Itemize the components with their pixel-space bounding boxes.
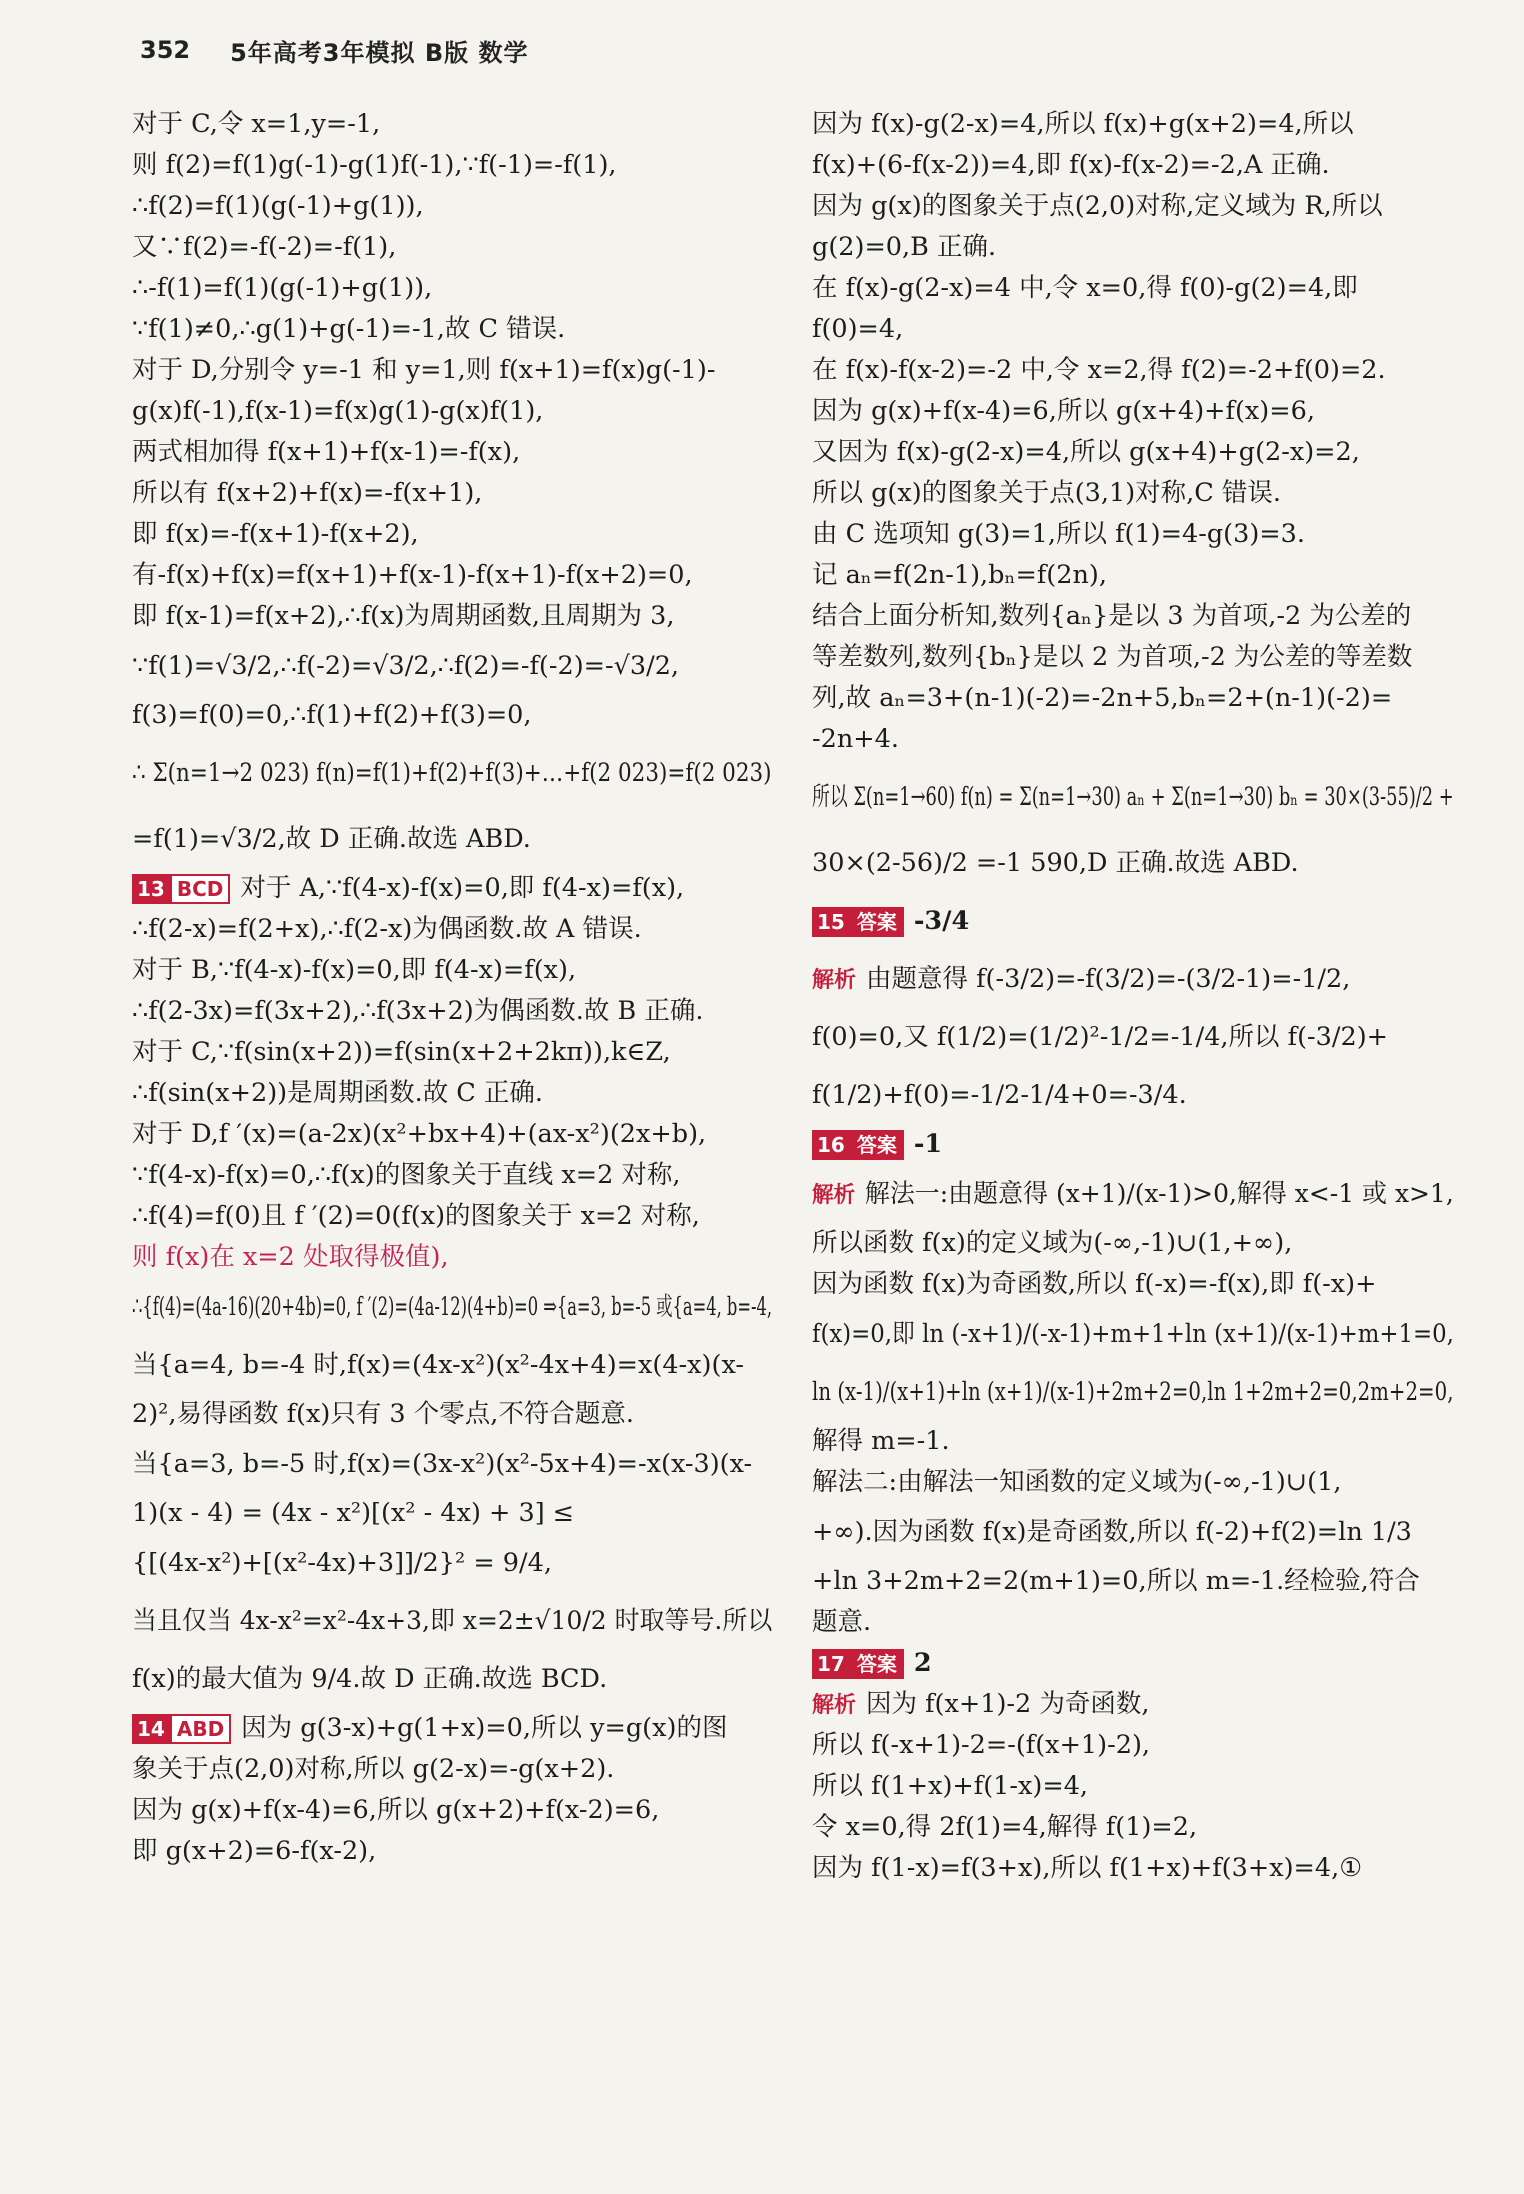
text-line bbox=[132, 350, 772, 391]
line-text: 在 f(x)-f(x-2)=-2 中,令 x=2,得 f(2)=-2+f(0)=2. bbox=[812, 355, 1386, 385]
line-text: 两式相加得 f(x+1)+f(x-1)=-f(x), bbox=[132, 437, 521, 467]
text-line bbox=[812, 186, 1454, 227]
line-text: 由 C 选项知 g(3)=1,所以 f(1)=4-g(3)=3. bbox=[812, 519, 1305, 549]
text-line bbox=[132, 1196, 772, 1237]
line-text: 题意. bbox=[812, 1607, 872, 1637]
line-text: 因为 f(x)-g(2-x)=4,所以 f(x)+g(x+2)=4,所以 bbox=[812, 109, 1354, 139]
line-text: 列,故 aₙ=3+(n-1)(-2)=-2n+5,bₙ=2+(n-1)(-2)= bbox=[812, 683, 1393, 713]
text-line bbox=[132, 391, 772, 432]
text-line bbox=[812, 1066, 1454, 1124]
line-text: 则 f(x)在 x=2 处取得极值), bbox=[132, 1242, 449, 1272]
text-line bbox=[812, 596, 1454, 637]
text-line bbox=[812, 227, 1454, 268]
text-line bbox=[812, 391, 1454, 432]
text-line bbox=[132, 1534, 772, 1592]
text-line bbox=[132, 555, 772, 596]
problem-number-badge bbox=[812, 1649, 904, 1679]
text-line bbox=[132, 104, 772, 145]
text-line bbox=[812, 309, 1454, 350]
text-line bbox=[812, 678, 1454, 719]
line-text: 因为 g(x)+f(x-4)=6,所以 g(x+4)+f(x)=6, bbox=[812, 396, 1315, 426]
line-text: 在 f(x)-g(2-x)=4 中,令 x=0,得 f(0)-g(2)=4,即 bbox=[812, 273, 1358, 303]
text-line bbox=[812, 1363, 1454, 1421]
text-line bbox=[132, 1831, 772, 1872]
line-text: 对于 D,分别令 y=-1 和 y=1,则 f(x+1)=f(x)g(-1)- bbox=[132, 355, 716, 385]
right-column bbox=[812, 104, 1454, 1889]
line-text: ∵f(1)≠0,∴g(1)+g(-1)=-1,故 C 错误. bbox=[132, 314, 566, 344]
text-line bbox=[812, 1503, 1454, 1561]
text-line bbox=[132, 1237, 772, 1278]
text-line bbox=[812, 1561, 1454, 1602]
line-text: 30×(2-56)/2 =-1 590,D 正确.故选 ABD. bbox=[812, 848, 1299, 878]
line-text: -2n+4. bbox=[812, 724, 899, 754]
text-line bbox=[132, 268, 772, 309]
analysis-label: 解析 bbox=[812, 968, 857, 993]
text-line bbox=[812, 268, 1454, 309]
problem-number-badge bbox=[812, 1130, 904, 1160]
line-text: 即 f(x)=-f(x+1)-f(x+2), bbox=[132, 519, 419, 549]
line-text: 所以有 f(x+2)+f(x)=-f(x+1), bbox=[132, 478, 483, 508]
line-text: 2 bbox=[913, 1648, 932, 1678]
text-line bbox=[812, 1223, 1454, 1264]
text-line bbox=[132, 1749, 772, 1790]
line-text: +∞).因为函数 f(x)是奇函数,所以 f(-2)+f(2)=ln 1/3 bbox=[812, 1517, 1412, 1547]
answer-label: 答案 bbox=[850, 1649, 904, 1679]
text-line bbox=[812, 350, 1454, 391]
line-text: ∴f(sin(x+2))是周期函数.故 C 正确. bbox=[132, 1078, 544, 1108]
text-line bbox=[812, 1848, 1454, 1889]
line-text: 对于 C,令 x=1,y=-1, bbox=[132, 109, 381, 139]
line-text: 所以 f(-x+1)-2=-(f(x+1)-2), bbox=[812, 1730, 1150, 1760]
text-line bbox=[812, 1165, 1454, 1223]
text-line bbox=[132, 432, 772, 473]
analysis-label: 解析 bbox=[812, 1693, 857, 1718]
line-text: 对于 C,∵f(sin(x+2))=f(sin(x+2+2kπ)),k∈Z, bbox=[132, 1037, 671, 1067]
text-line bbox=[812, 1008, 1454, 1066]
text-line bbox=[132, 1336, 772, 1394]
text-line bbox=[812, 950, 1454, 1008]
line-text: 象关于点(2,0)对称,所以 g(2-x)=-g(x+2). bbox=[132, 1754, 615, 1784]
line-text: 当{a=3, b=-5 时,f(x)=(3x-x²)(x²-5x+4)=-x(x-3)(x- bbox=[132, 1449, 753, 1479]
solution-heading bbox=[812, 1124, 1454, 1165]
text-line bbox=[812, 1264, 1454, 1305]
text-line bbox=[132, 1493, 772, 1534]
line-text: 令 x=0,得 2f(1)=4,解得 f(1)=2, bbox=[812, 1812, 1198, 1842]
text-line bbox=[132, 514, 772, 555]
text-line bbox=[132, 145, 772, 186]
line-text: f(3)=f(0)=0,∴f(1)+f(2)+f(3)=0, bbox=[132, 700, 532, 730]
page-header bbox=[140, 30, 529, 70]
line-text: 则 f(2)=f(1)g(-1)-g(1)f(-1),∵f(-1)=-f(1), bbox=[132, 150, 617, 180]
text-line bbox=[132, 473, 772, 514]
text-line bbox=[132, 637, 772, 695]
line-text: 因为 g(3-x)+g(1+x)=0,所以 y=g(x)的图 bbox=[241, 1713, 728, 1743]
solution-heading bbox=[132, 868, 772, 909]
text-line bbox=[132, 909, 772, 950]
line-text: 又因为 f(x)-g(2-x)=4,所以 g(x+4)+g(2-x)=2, bbox=[812, 437, 1360, 467]
text-line bbox=[132, 227, 772, 268]
answer-label: 答案 bbox=[850, 907, 904, 937]
text-line bbox=[812, 1807, 1454, 1848]
text-line bbox=[132, 1790, 772, 1831]
text-line bbox=[812, 719, 1454, 760]
line-text: f(x)=0,即 ln (-x+1)/(-x-1)+m+1+ln (x+1)/(x-1)+m+1=0, bbox=[812, 1319, 1454, 1349]
line-text: ∵f(1)=√3/2,∴f(-2)=√3/2,∴f(2)=-f(-2)=-√3/2, bbox=[132, 651, 680, 681]
line-text: f(x)的最大值为 9/4.故 D 正确.故选 BCD. bbox=[132, 1664, 608, 1694]
line-text: 因为 f(1-x)=f(3+x),所以 f(1+x)+f(3+x)=4,① bbox=[812, 1853, 1363, 1883]
problem-number: 14 bbox=[132, 1714, 170, 1744]
line-text: 对于 B,∵f(4-x)-f(x)=0,即 f(4-x)=f(x), bbox=[132, 955, 577, 985]
text-line bbox=[812, 834, 1454, 892]
line-text: ∴ Σ(n=1→2 023) f(n)=f(1)+f(2)+f(3)+…+f(2 023)=f(2 023) bbox=[132, 758, 772, 788]
text-line bbox=[132, 1032, 772, 1073]
line-text: ln (x-1)/(x+1)+ln (x+1)/(x-1)+2m+2=0,ln 1+2m+2=0,2m+2=0, bbox=[812, 1377, 1454, 1407]
text-line bbox=[812, 473, 1454, 514]
line-text: 1)(x - 4) = (4x - x²)[(x² - 4x) + 3] ≤ bbox=[132, 1498, 575, 1528]
text-line bbox=[812, 1421, 1454, 1462]
answer-choices: ABD bbox=[170, 1714, 231, 1744]
left-column bbox=[132, 104, 772, 1872]
text-line bbox=[812, 1602, 1454, 1643]
text-line bbox=[812, 514, 1454, 555]
line-text: f(0)=0,又 f(1/2)=(1/2)²-1/2=-1/4,所以 f(-3/2)+ bbox=[812, 1022, 1389, 1052]
text-line bbox=[132, 950, 772, 991]
text-line bbox=[132, 1650, 772, 1708]
line-text: 所以 f(1+x)+f(1-x)=4, bbox=[812, 1771, 1089, 1801]
line-text: 因为 g(x)的图象关于点(2,0)对称,定义域为 R,所以 bbox=[812, 191, 1383, 221]
line-text: 由题意得 f(-3/2)=-f(3/2)=-(3/2-1)=-1/2, bbox=[866, 964, 1351, 994]
text-line bbox=[132, 1592, 773, 1650]
text-line bbox=[132, 1435, 772, 1493]
text-line bbox=[132, 736, 772, 810]
problem-number: 15 bbox=[812, 907, 850, 937]
text-line bbox=[132, 186, 772, 227]
line-text: 有-f(x)+f(x)=f(x+1)+f(x-1)-f(x+1)-f(x+2)=0, bbox=[132, 560, 693, 590]
solution-heading bbox=[812, 1643, 1454, 1684]
line-text: 对于 D,f ′(x)=(a-2x)(x²+bx+4)+(ax-x²)(2x+b), bbox=[132, 1119, 707, 1149]
line-text: 解得 m=-1. bbox=[812, 1426, 950, 1456]
line-text: =f(1)=√3/2,故 D 正确.故选 ABD. bbox=[132, 824, 531, 854]
text-line bbox=[132, 596, 772, 637]
text-line bbox=[812, 1684, 1454, 1725]
problem-number-badge bbox=[132, 874, 230, 904]
text-line bbox=[132, 810, 772, 868]
line-text: 当且仅当 4x-x²=x²-4x+3,即 x=2±√10/2 时取等号.所以 bbox=[132, 1606, 773, 1636]
line-text: 即 g(x+2)=6-f(x-2), bbox=[132, 1836, 377, 1866]
problem-number: 16 bbox=[812, 1130, 850, 1160]
text-line bbox=[812, 1305, 1454, 1363]
text-line bbox=[132, 309, 772, 350]
line-text: 对于 A,∵f(4-x)-f(x)=0,即 f(4-x)=f(x), bbox=[240, 873, 685, 903]
text-line bbox=[812, 1462, 1454, 1503]
text-line bbox=[132, 1073, 772, 1114]
text-line bbox=[812, 145, 1454, 186]
text-line bbox=[132, 1114, 772, 1155]
text-line bbox=[132, 991, 772, 1032]
line-text: ∴f(4)=f(0)且 f ′(2)=0(f(x)的图象关于 x=2 对称, bbox=[132, 1201, 700, 1231]
text-line bbox=[132, 1155, 772, 1196]
line-text: ∵f(4-x)-f(x)=0,∴f(x)的图象关于直线 x=2 对称, bbox=[132, 1160, 681, 1190]
line-text: 解法一:由题意得 (x+1)/(x-1)>0,解得 x<-1 或 x>1, bbox=[864, 1179, 1454, 1209]
line-text: -3/4 bbox=[913, 906, 970, 936]
line-text: 当{a=4, b=-4 时,f(x)=(4x-x²)(x²-4x+4)=x(4-x)(x- bbox=[132, 1350, 745, 1380]
page-number: 352 bbox=[140, 36, 191, 64]
line-text: 等差数列,数列{bₙ}是以 2 为首项,-2 为公差的等差数 bbox=[812, 642, 1413, 672]
line-text: 解法二:由解法一知函数的定义域为(-∞,-1)∪(1, bbox=[812, 1467, 1342, 1497]
line-text: {[(4x-x²)+[(x²-4x)+3]]/2}² = 9/4, bbox=[132, 1548, 552, 1578]
line-text: f(x)+(6-f(x-2))=4,即 f(x)-f(x-2)=-2,A 正确. bbox=[812, 150, 1330, 180]
line-text: f(1/2)+f(0)=-1/2-1/4+0=-3/4. bbox=[812, 1080, 1187, 1110]
text-line bbox=[812, 760, 1454, 834]
line-text: 所以函数 f(x)的定义域为(-∞,-1)∪(1,+∞), bbox=[812, 1228, 1293, 1258]
text-line bbox=[812, 1766, 1454, 1807]
line-text: ∴f(2-3x)=f(3x+2),∴f(3x+2)为偶函数.故 B 正确. bbox=[132, 996, 704, 1026]
analysis-label: 解析 bbox=[812, 1183, 856, 1208]
line-text: ∴{f(4)=(4a-16)(20+4b)=0, f ′(2)=(4a-12)(4+b)=0 ⇒{a=3, b=-5 或{a=4, b=-4, bbox=[132, 1292, 773, 1322]
text-line bbox=[132, 1278, 773, 1336]
problem-number: 13 bbox=[132, 874, 170, 904]
line-text: 所以 Σ(n=1→60) f(n) = Σ(n=1→30) aₙ + Σ(n=1→30) bₙ = 30×(3-55)/2 + bbox=[812, 782, 1454, 812]
book-title: 5年高考3年模拟 B版 数学 bbox=[230, 38, 529, 67]
line-text: ∴f(2-x)=f(2+x),∴f(2-x)为偶函数.故 A 错误. bbox=[132, 914, 642, 944]
text-line bbox=[812, 432, 1454, 473]
line-text: -1 bbox=[913, 1129, 943, 1159]
solution-heading bbox=[132, 1708, 772, 1749]
line-text: 又∵f(2)=-f(-2)=-f(1), bbox=[132, 232, 397, 262]
problem-number: 17 bbox=[812, 1649, 850, 1679]
line-text: 即 f(x-1)=f(x+2),∴f(x)为周期函数,且周期为 3, bbox=[132, 601, 675, 631]
answer-choices: BCD bbox=[170, 874, 231, 904]
line-text: g(x)f(-1),f(x-1)=f(x)g(1)-g(x)f(1), bbox=[132, 396, 544, 426]
line-text: g(2)=0,B 正确. bbox=[812, 232, 997, 262]
line-text: 所以 g(x)的图象关于点(3,1)对称,C 错误. bbox=[812, 478, 1281, 508]
line-text: f(0)=4, bbox=[812, 314, 904, 344]
line-text: 2)²,易得函数 f(x)只有 3 个零点,不符合题意. bbox=[132, 1399, 634, 1429]
solution-heading bbox=[812, 892, 1454, 950]
text-line bbox=[132, 1394, 772, 1435]
problem-number-badge bbox=[812, 907, 904, 937]
line-text: 结合上面分析知,数列{aₙ}是以 3 为首项,-2 为公差的 bbox=[812, 601, 1412, 631]
line-text: ∴-f(1)=f(1)(g(-1)+g(1)), bbox=[132, 273, 433, 303]
line-text: 因为 f(x+1)-2 为奇函数, bbox=[866, 1689, 1150, 1719]
text-line bbox=[812, 555, 1454, 596]
text-line bbox=[812, 1725, 1454, 1766]
line-text: 因为 g(x)+f(x-4)=6,所以 g(x+2)+f(x-2)=6, bbox=[132, 1795, 660, 1825]
line-text: 记 aₙ=f(2n-1),bₙ=f(2n), bbox=[812, 560, 1107, 590]
problem-number-badge bbox=[132, 1714, 231, 1744]
text-line bbox=[812, 104, 1454, 145]
line-text: +ln 3+2m+2=2(m+1)=0,所以 m=-1.经检验,符合 bbox=[812, 1566, 1420, 1596]
answer-label: 答案 bbox=[850, 1130, 904, 1160]
line-text: 因为函数 f(x)为奇函数,所以 f(-x)=-f(x),即 f(-x)+ bbox=[812, 1269, 1377, 1299]
line-text: ∴f(2)=f(1)(g(-1)+g(1)), bbox=[132, 191, 424, 221]
text-line bbox=[132, 695, 772, 736]
text-line bbox=[812, 637, 1454, 678]
